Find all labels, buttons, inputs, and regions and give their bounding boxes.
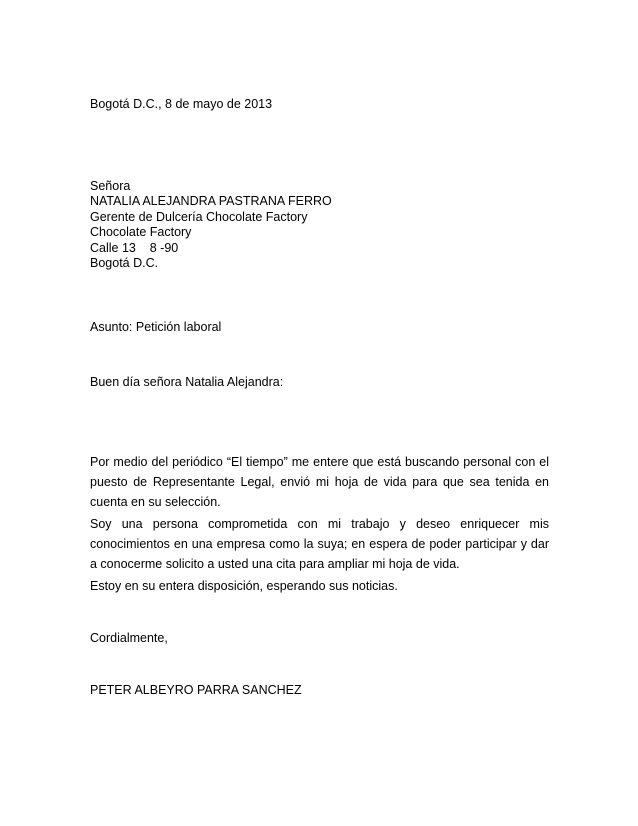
letter-date: Bogotá D.C., 8 de mayo de 2013 [90,97,273,111]
letter-subject: Asunto: Petición laboral [90,320,222,334]
recipient-salutation-title: Señora [90,179,131,193]
body-paragraph-2: Soy una persona comprometida con mi trabajo y deseo enriquecer mis conocimientos en una empresa como la suya; en espera de poder participar y dar a conocerme solicito a usted una cita para ampliar mi hoja de vida. [90,517,549,571]
recipient-address: Calle 13 8 -90 [90,240,179,255]
recipient-company: Chocolate Factory [90,225,192,240]
recipient-block [90,179,332,271]
letter-signature: PETER ALBEYRO PARRA SANCHEZ [90,683,302,697]
recipient-city: Bogotá D.C. [90,256,159,271]
recipient-position: Gerente de Dulcería Chocolate Factory [90,209,308,224]
body-paragraph-3: Estoy en su entera disposición, esperando sus noticias. [90,579,398,593]
letter-greeting: Buen día señora Natalia Alejandra: [90,375,284,389]
letter-closing: Cordialmente, [90,631,168,645]
body-paragraph-1: Por medio del periódico “El tiempo” me entere que está buscando personal con el puesto de Representante Legal, envió mi hoja de vida para que sea tenida en cuenta en su selección. [90,455,549,509]
recipient-name: NATALIA ALEJANDRA PASTRANA FERRO [90,194,332,209]
